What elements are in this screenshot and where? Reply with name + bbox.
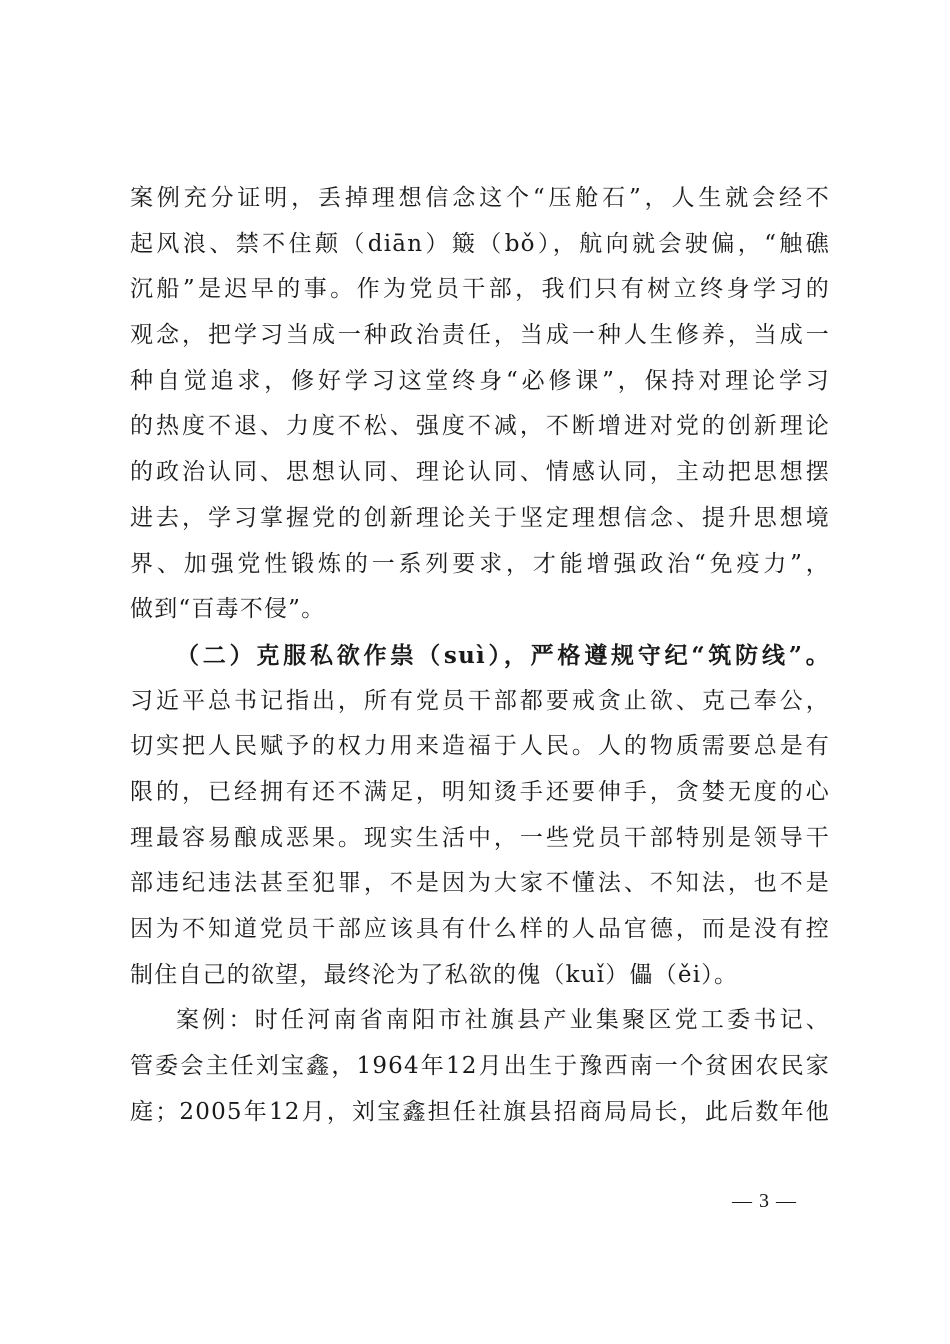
- paragraph-2: [130, 633, 830, 999]
- text-line: 理最容易酿成恶果。现实生活中，一些党员干部特别是领导干: [130, 824, 830, 851]
- text-line: 庭；2005年12月，刘宝鑫担任社旗县招商局局长，此后数年他: [130, 1098, 830, 1125]
- text-line: 制住自己的欲望，最终沦为了私欲的傀（kuǐ）儡（ěi）。: [130, 961, 739, 988]
- text-line: 种自觉追求，修好学习这堂终身“必修课”，保持对理论学习: [130, 367, 830, 394]
- text-line: 起风浪、禁不住颠（diān）簸（bǒ），航向就会驶偏，“触礁: [130, 230, 830, 257]
- text-line: 习近平总书记指出，所有党员干部都要戒贪止欲、克己奉公，: [130, 687, 830, 714]
- text-line: 案例：时任河南省南阳市社旗县产业集聚区党工委书记、: [176, 1007, 830, 1034]
- body-text: [130, 176, 830, 1135]
- text-line: 的政治认同、思想认同、理论认同、情感认同，主动把思想摆: [130, 459, 830, 486]
- text-line: 进去，学习掌握党的创新理论关于坚定理想信念、提升思想境: [130, 504, 830, 531]
- text-line: 管委会主任刘宝鑫，1964年12月出生于豫西南一个贫困农民家: [130, 1053, 830, 1080]
- text-line: 限的，已经拥有还不满足，明知烫手还要伸手，贪婪无度的心: [130, 778, 830, 805]
- page-number: — 3 —: [732, 1190, 797, 1212]
- text-line: 的热度不退、力度不松、强度不减，不断增进对党的创新理论: [130, 413, 830, 440]
- text-line: 界、加强党性锻炼的一系列要求，才能增强政治“免疫力”，: [130, 550, 830, 577]
- text-line: 观念，把学习当成一种政治责任，当成一种人生修养，当成一: [130, 322, 830, 349]
- section-heading: （二）克服私欲作祟（suì），严格遵规守纪“筑防线”。: [176, 641, 830, 669]
- text-line: 部违纪违法甚至犯罪，不是因为大家不懂法、不知法，也不是: [130, 870, 830, 897]
- paragraph-1: [130, 176, 830, 633]
- text-line: 做到“百毒不侵”。: [130, 596, 326, 623]
- text-line: 因为不知道党员干部应该具有什么样的人品官德，而是没有控: [130, 916, 830, 942]
- paragraph-3: [130, 998, 830, 1135]
- text-line: 案例充分证明，丢掉理想信念这个“压舱石”，人生就会经不: [130, 185, 830, 211]
- text-line: 切实把人民赋予的权力用来造福于人民。人的物质需要总是有: [130, 733, 830, 760]
- text-line: 沉船”是迟早的事。作为党员干部，我们只有树立终身学习的: [130, 276, 830, 303]
